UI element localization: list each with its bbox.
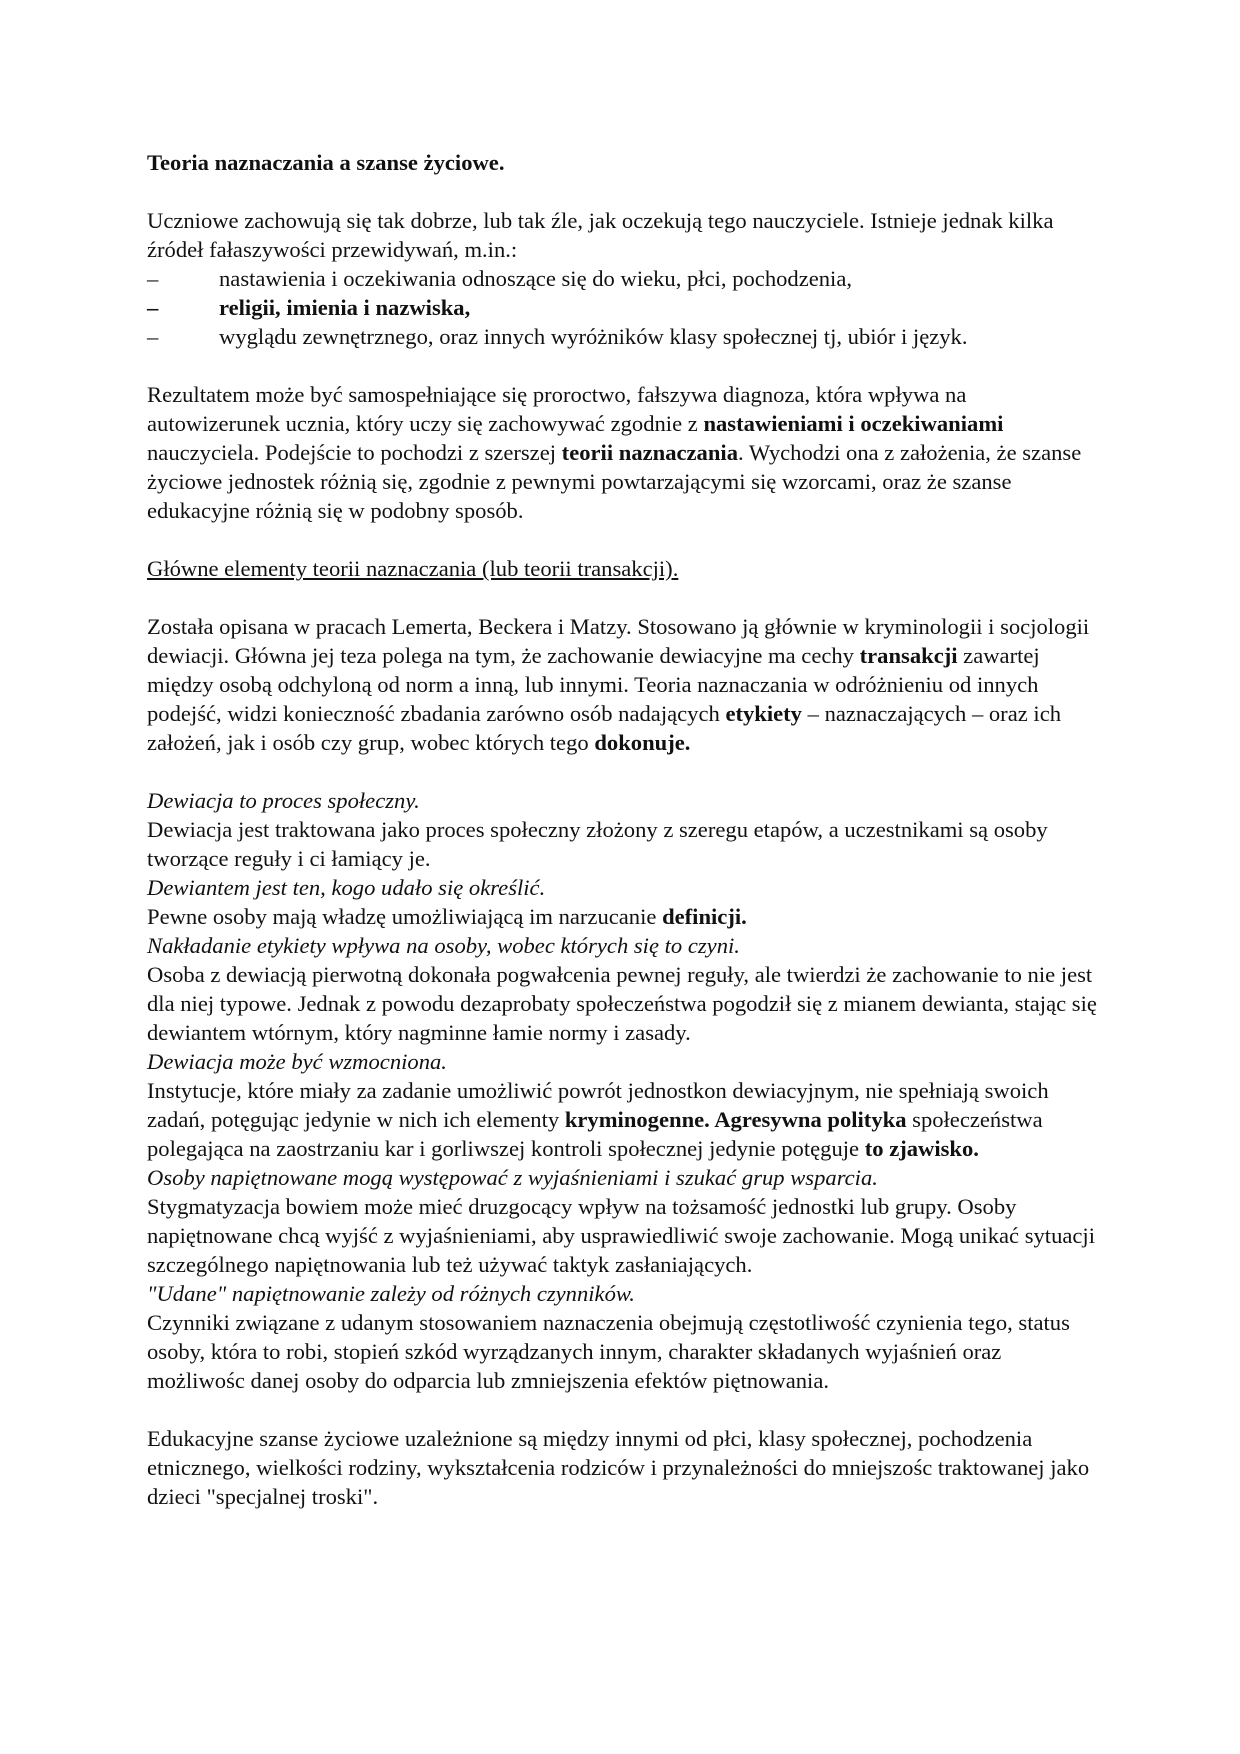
bullet-text: nastawienia i oczekiwania odnoszące się do wieku, płci, pochodzenia, — [219, 266, 853, 291]
bullet-item — [147, 264, 1097, 293]
element-text: Stygmatyzacja bowiem może mieć druzgocący wpływ na tożsamość jednostki lub grupy. Osoby napiętnowane chcą wyjść z wyjaśnieniami, aby usprawiedliwić swoje zachowanie. Mogą unikać sytuacji szczególnego napiętnowania lub też używać taktyk zasłaniających. — [147, 1194, 1095, 1277]
bold-run: dokonuje. — [594, 730, 691, 755]
element-text: Czynniki związane z udanym stosowaniem naznaczenia obejmują częstotliwość czynienia tego, status osoby, która to robi, stopień szkód wyrządzanych innym, charakter składanych wyjaśnień oraz możliwośc danej osoby do odparcia lub zmniejszenia efektów piętnowania. — [147, 1310, 1070, 1393]
bold-run: kryminogenne. Agresywna polityka — [564, 1107, 907, 1132]
text-run: Rezultatem może być samospełniające się proroctwo, fałszywa diagnoza, która wpływa na autowizerunek ucznia, który uczy się zachowywać zgodnie z — [147, 382, 967, 436]
closing-paragraph: Edukacyjne szanse życiowe uzależnione są między innymi od płci, klasy społecznej, pochodzenia etnicznego, wielkości rodziny, wykształcenia rodziców i przynależności do mniejszośc traktowanej jako dzieci "specjalnej troski". — [147, 1426, 1090, 1509]
element-heading: Osoby napiętnowane mogą występować z wyjaśnieniami i szukać grup wsparcia. — [147, 1165, 878, 1190]
bold-run: to zjawisko. — [864, 1136, 979, 1161]
theory-paragraph — [147, 612, 1097, 757]
result-paragraph — [147, 380, 1097, 525]
bold-run: nastawieniami i oczekiwaniami — [703, 411, 1004, 436]
text-run: nauczyciela. Podejście to pochodzi z szerszej — [147, 440, 562, 465]
bullet-text: religii, imienia i nazwiska, — [219, 295, 471, 320]
bold-run: etykiety — [725, 701, 802, 726]
element-text: Osoba z dewiacją pierwotną dokonała pogwałcenia pewnej reguły, ale twierdzi że zachowanie to nie jest dla niej typowe. Jednak z powodu dezaprobaty społeczeństwa pogodził się z mianem dewianta, stając się dewiantem wtórnym, który nagminne łamie normy i zasady. — [147, 962, 1097, 1045]
element-heading: Nakładanie etykiety wpływa na osoby, wobec których się to czyni. — [147, 933, 740, 958]
bullet-item — [147, 293, 1097, 322]
element-heading: Dewiantem jest ten, kogo udało się określić. — [147, 875, 546, 900]
document-title: Teoria naznaczania a szanse życiowe. — [147, 150, 505, 175]
dash-marker: – — [147, 324, 159, 349]
bullet-text: wyglądu zewnętrznego, oraz innych wyróżników klasy społecznej tj, ubiór i język. — [219, 324, 968, 349]
text-run: Instytucje, które miały za zadanie umożliwić powrót jednostkon dewiacyjnym, nie spełniają swoich zadań, potęgując jedynie w nich ich elementy — [147, 1078, 1049, 1132]
text-run: – naznaczających – oraz ich założeń, jak i osób czy grup, wobec których tego — [147, 701, 1062, 755]
elements-section — [147, 786, 1097, 1395]
bold-run: definicji. — [662, 904, 747, 929]
text-run: społeczeństwa polegająca na zaostrzaniu kar i gorliwszej kontroli społecznej jedynie potęguje — [147, 1107, 1043, 1161]
text-run: zawartej między osobą odchyloną od norm a inną, lub innymi. Teoria naznaczania w odróżnieniu od innych podejść, widzi konieczność zbadania zarówno osób nadających — [147, 643, 1040, 726]
document-page — [147, 148, 1097, 1511]
element-heading: Dewiacja może być wzmocniona. — [147, 1049, 447, 1074]
bold-run: teorii naznaczania — [561, 440, 738, 465]
intro-paragraph: Uczniowe zachowują się tak dobrze, lub tak źle, jak oczekują tego nauczyciele. Istnieje jednak kilka źródeł fałaszywości przewidywań, m.in.: — [147, 208, 1054, 262]
element-heading: Dewiacja to proces społeczny. — [147, 788, 420, 813]
element-text — [147, 1076, 1097, 1163]
dash-marker: – — [147, 266, 159, 291]
text-run: Została opisana w pracach Lemerta, Beckera i Matzy. Stosowano ją głównie w kryminologii i socjologii dewiacji. Główna jej teza polega na tym, że zachowanie dewiacyjne ma cechy — [147, 614, 1090, 668]
element-text — [147, 902, 1097, 931]
text-run: . Wychodzi ona z założenia, że szanse życiowe jednostek różnią się, zgodnie z pewnymi powtarzającymi się wzorcami, oraz że szanse edukacyjne różnią się w podobny sposób. — [147, 440, 1082, 523]
bold-run: transakcji — [859, 643, 958, 668]
text-run: Pewne osoby mają władzę umożliwiającą im narzucanie — [147, 904, 663, 929]
dash-marker: – — [147, 295, 159, 320]
section-subheading: Główne elementy teorii naznaczania (lub teorii transakcji). — [147, 556, 679, 581]
bullet-list — [147, 264, 1097, 351]
element-text: Dewiacja jest traktowana jako proces społeczny złożony z szeregu etapów, a uczestnikami są osoby tworzące reguły i ci łamiący je. — [147, 817, 1048, 871]
bullet-item — [147, 322, 1097, 351]
element-heading: "Udane" napiętnowanie zależy od różnych czynników. — [147, 1281, 635, 1306]
